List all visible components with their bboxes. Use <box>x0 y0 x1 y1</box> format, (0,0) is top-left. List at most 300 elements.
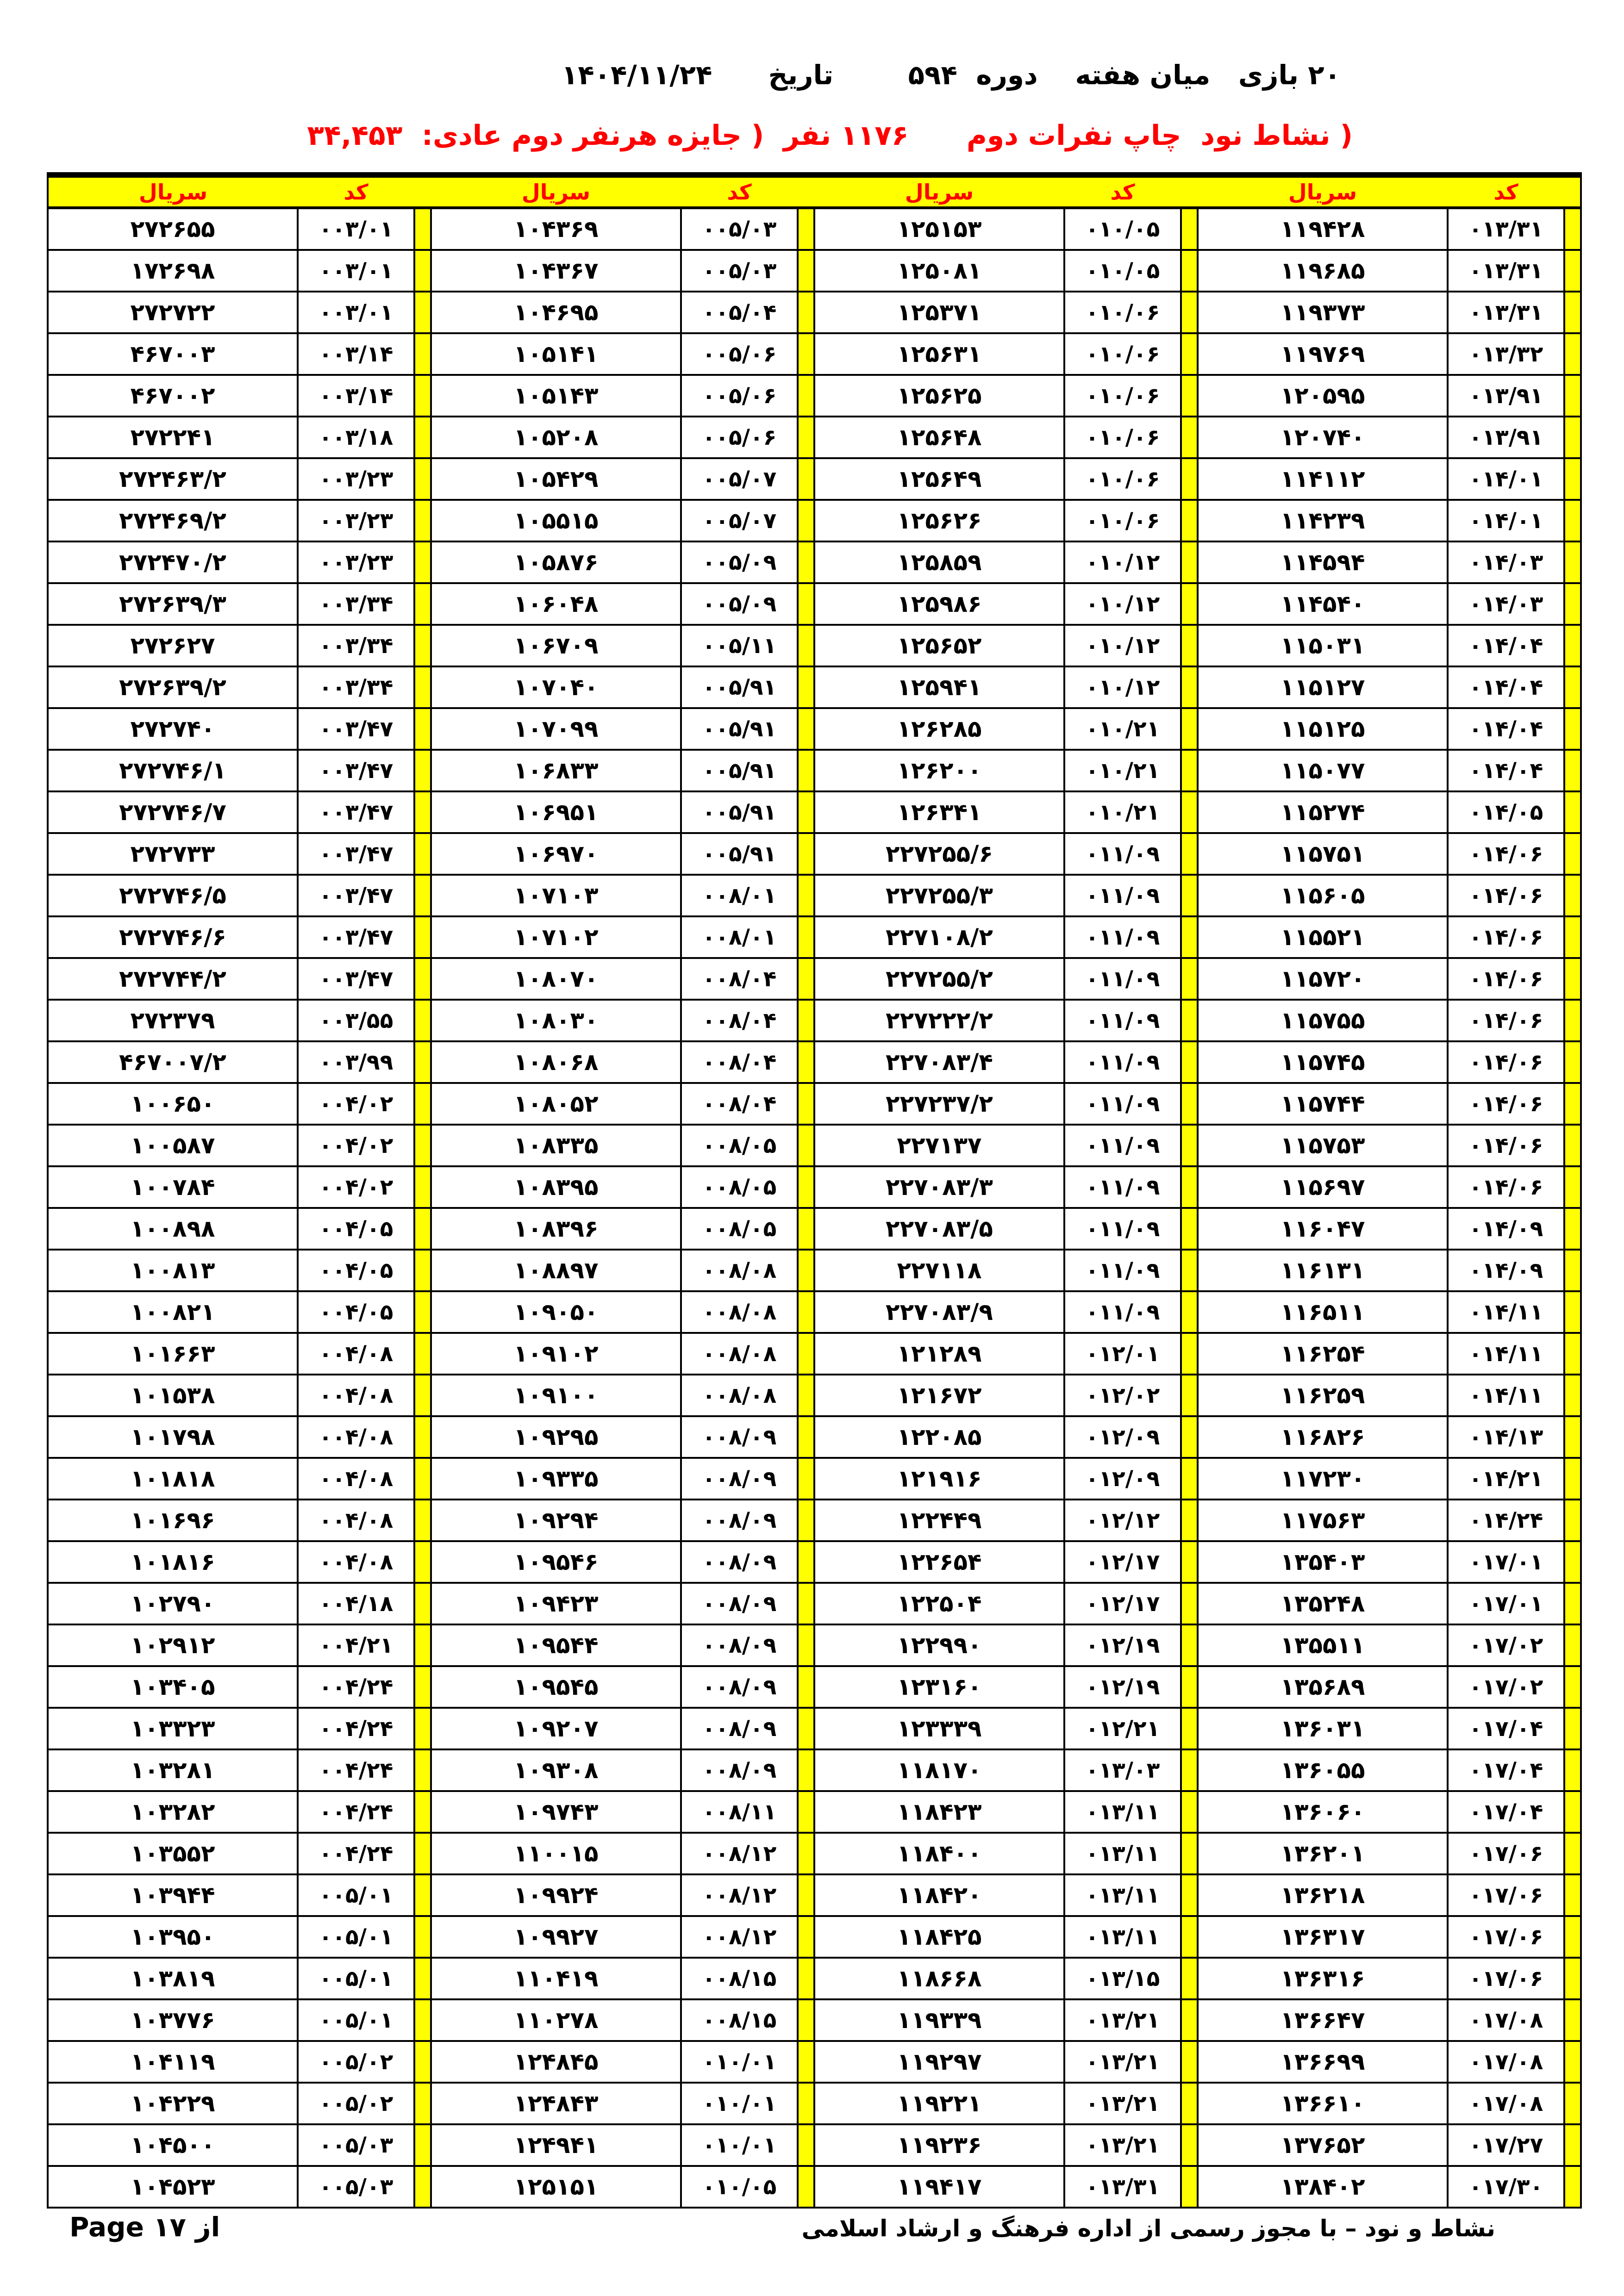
group-separator <box>414 292 431 333</box>
serial-cell: ۱۲۶۳۴۱ <box>814 791 1064 833</box>
group-separator <box>798 1541 814 1583</box>
group-separator <box>1181 1791 1198 1833</box>
serial-cell: ۱۱۵۰۳۱ <box>1198 625 1448 666</box>
code-cell: ۰۱۳/۲۱ <box>1064 2124 1181 2166</box>
group-separator <box>1181 1500 1198 1541</box>
serial-cell: ۱۰۹۳۳۵ <box>431 1458 681 1500</box>
code-cell: ۰۱۴/۰۴ <box>1448 666 1564 708</box>
group-separator <box>1181 958 1198 1000</box>
group-separator <box>798 1708 814 1749</box>
code-cell: ۰۰۸/۰۸ <box>681 1375 798 1416</box>
group-separator <box>1564 2083 1581 2124</box>
serial-cell: ۱۰۰۷۸۴ <box>48 1166 298 1208</box>
serial-cell: ۱۲۱۶۷۲ <box>814 1375 1064 1416</box>
group-separator <box>1564 1874 1581 1916</box>
header-separator <box>798 175 814 208</box>
serial-cell: ۲۷۲۷۲۲ <box>48 292 298 333</box>
group-separator <box>1564 1624 1581 1666</box>
code-cell: ۰۰۵/۹۱ <box>681 791 798 833</box>
group-separator <box>414 458 431 500</box>
group-separator <box>414 1833 431 1874</box>
serial-cell: ۱۲۲۵۰۴ <box>814 1583 1064 1624</box>
code-cell: ۰۰۴/۰۸ <box>298 1333 414 1375</box>
serial-cell: ۲۲۷۰۸۳/۹ <box>814 1291 1064 1333</box>
group-separator <box>798 1583 814 1624</box>
serial-cell: ۱۰۴۳۶۷ <box>431 250 681 292</box>
serial-cell: ۱۰۰۶۵۰ <box>48 1083 298 1125</box>
code-cell: ۰۰۸/۰۴ <box>681 1083 798 1125</box>
code-cell: ۰۰۸/۰۵ <box>681 1208 798 1250</box>
prize-subtitle: ( نشاط نود چاپ نفرات دوم ۱۱۷۶ نفر ( جایزه هرنفر دوم عادی: ۳۴,۴۵۳ <box>307 119 1353 152</box>
serial-cell: ۲۷۲۷۴۰ <box>48 708 298 750</box>
serial-cell: ۱۰۳۷۷۶ <box>48 1999 298 2041</box>
group-separator <box>798 1208 814 1250</box>
code-cell: ۰۰۴/۲۴ <box>298 1791 414 1833</box>
code-cell: ۰۰۳/۴۷ <box>298 708 414 750</box>
serial-cell: ۱۲۵۶۳۱ <box>814 333 1064 375</box>
serial-cell: ۱۰۸۰۵۲ <box>431 1083 681 1125</box>
group-separator <box>1564 208 1581 250</box>
serial-cell: ۱۳۶۲۱۸ <box>1198 1874 1448 1916</box>
group-separator <box>414 1291 431 1333</box>
group-separator <box>798 1833 814 1874</box>
serial-cell: ۱۱۹۶۸۵ <box>1198 250 1448 292</box>
code-cell: ۰۰۵/۰۹ <box>681 541 798 583</box>
code-cell: ۰۱۰/۰۶ <box>1064 375 1181 417</box>
group-separator <box>1181 1541 1198 1583</box>
code-cell: ۰۱۴/۰۶ <box>1448 875 1564 916</box>
serial-cell: ۲۷۲۷۴۶/۷ <box>48 791 298 833</box>
serial-cell: ۱۱۴۵۹۴ <box>1198 541 1448 583</box>
code-cell: ۰۱۳/۱۱ <box>1064 1833 1181 1874</box>
serial-cell: ۱۱۹۴۲۸ <box>1198 208 1448 250</box>
serial-cell: ۱۰۷۱۰۳ <box>431 875 681 916</box>
code-cell: ۰۰۵/۰۱ <box>298 1958 414 1999</box>
code-cell: ۰۰۵/۹۱ <box>681 666 798 708</box>
code-cell: ۰۰۴/۲۴ <box>298 1749 414 1791</box>
group-separator <box>414 2041 431 2083</box>
group-separator <box>414 541 431 583</box>
group-separator <box>1181 2083 1198 2124</box>
serial-cell: ۲۷۲۶۳۹/۳ <box>48 583 298 625</box>
serial-cell: ۱۳۶۲۰۱ <box>1198 1833 1448 1874</box>
page-number: Page ۱۷ از <box>69 2211 220 2243</box>
serial-column-header: سریال <box>431 175 681 208</box>
code-cell: ۰۱۳/۱۱ <box>1064 1791 1181 1833</box>
code-cell: ۰۱۲/۲۱ <box>1064 1708 1181 1749</box>
code-cell: ۰۱۰/۲۱ <box>1064 750 1181 791</box>
group-separator <box>1564 1041 1581 1083</box>
group-separator <box>1181 1416 1198 1458</box>
group-separator <box>1564 1500 1581 1541</box>
code-cell: ۰۰۳/۴۷ <box>298 916 414 958</box>
group-separator <box>1564 250 1581 292</box>
code-cell: ۰۰۸/۰۱ <box>681 916 798 958</box>
serial-cell: ۱۲۶۲۸۵ <box>814 708 1064 750</box>
table-row <box>48 1166 1581 1208</box>
serial-cell: ۲۷۲۶۳۹/۲ <box>48 666 298 708</box>
code-cell: ۰۱۲/۰۹ <box>1064 1416 1181 1458</box>
code-cell: ۰۰۸/۰۹ <box>681 1458 798 1500</box>
group-separator <box>798 2041 814 2083</box>
group-separator <box>1564 1250 1581 1291</box>
code-cell: ۰۰۴/۰۲ <box>298 1083 414 1125</box>
serial-cell: ۱۰۱۷۹۸ <box>48 1416 298 1458</box>
code-cell: ۰۱۳/۲۱ <box>1064 1999 1181 2041</box>
serial-cell: ۱۰۹۲۹۵ <box>431 1416 681 1458</box>
code-cell: ۰۰۵/۰۳ <box>681 250 798 292</box>
code-cell: ۰۱۱/۰۹ <box>1064 1250 1181 1291</box>
code-cell: ۰۰۵/۰۳ <box>298 2166 414 2208</box>
code-cell: ۰۰۴/۱۸ <box>298 1583 414 1624</box>
group-separator <box>414 625 431 666</box>
results-table <box>47 172 1582 2209</box>
serial-cell: ۱۱۷۵۶۳ <box>1198 1500 1448 1541</box>
serial-cell: ۱۱۴۲۳۹ <box>1198 500 1448 541</box>
code-cell: ۰۱۷/۰۴ <box>1448 1708 1564 1749</box>
group-separator <box>414 1375 431 1416</box>
group-separator <box>414 375 431 417</box>
serial-cell: ۱۱۷۲۳۰ <box>1198 1458 1448 1500</box>
serial-cell: ۱۰۴۵۰۰ <box>48 2124 298 2166</box>
serial-cell: ۴۶۷۰۰۷/۲ <box>48 1041 298 1083</box>
group-separator <box>1181 1083 1198 1125</box>
serial-cell: ۱۱۵۶۹۷ <box>1198 1166 1448 1208</box>
code-cell: ۰۱۰/۱۲ <box>1064 541 1181 583</box>
code-cell: ۰۱۳/۲۱ <box>1064 2083 1181 2124</box>
group-separator <box>798 541 814 583</box>
serial-cell: ۱۱۵۵۲۱ <box>1198 916 1448 958</box>
group-separator <box>1181 1291 1198 1333</box>
code-cell: ۰۰۸/۰۹ <box>681 1583 798 1624</box>
group-separator <box>1564 791 1581 833</box>
group-separator <box>798 791 814 833</box>
code-cell: ۰۱۰/۰۶ <box>1064 417 1181 458</box>
serial-cell: ۲۷۲۷۴۶/۶ <box>48 916 298 958</box>
code-cell: ۰۰۸/۰۵ <box>681 1166 798 1208</box>
group-separator <box>798 625 814 666</box>
group-separator <box>1181 500 1198 541</box>
group-separator <box>1564 1000 1581 1041</box>
code-cell: ۰۰۵/۹۱ <box>681 708 798 750</box>
serial-cell: ۱۱۹۲۹۷ <box>814 2041 1064 2083</box>
serial-cell: ۱۱۴۵۴۰ <box>1198 583 1448 625</box>
code-cell: ۰۰۵/۰۷ <box>681 500 798 541</box>
code-cell: ۰۱۴/۰۶ <box>1448 958 1564 1000</box>
group-separator <box>798 1958 814 1999</box>
group-separator <box>798 1666 814 1708</box>
code-cell: ۰۱۱/۰۹ <box>1064 1208 1181 1250</box>
table-row <box>48 333 1581 375</box>
table-row <box>48 625 1581 666</box>
serial-cell: ۱۲۵۶۲۶ <box>814 500 1064 541</box>
table-row <box>48 292 1581 333</box>
table-row <box>48 1000 1581 1041</box>
serial-cell: ۱۲۳۳۳۹ <box>814 1708 1064 1749</box>
group-separator <box>1564 541 1581 583</box>
serial-cell: ۲۲۷۱۱۸ <box>814 1250 1064 1291</box>
table-row <box>48 1125 1581 1166</box>
group-separator <box>414 1416 431 1458</box>
serial-cell: ۱۰۸۳۹۶ <box>431 1208 681 1250</box>
code-cell: ۰۱۳/۹۱ <box>1448 417 1564 458</box>
serial-cell: ۱۰۹۱۰۲ <box>431 1333 681 1375</box>
group-separator <box>1564 1916 1581 1958</box>
table-row <box>48 666 1581 708</box>
serial-cell: ۱۲۵۶۴۸ <box>814 417 1064 458</box>
code-cell: ۰۰۳/۴۷ <box>298 875 414 916</box>
serial-cell: ۱۰۱۵۳۸ <box>48 1375 298 1416</box>
group-separator <box>414 875 431 916</box>
group-separator <box>1564 583 1581 625</box>
group-separator <box>798 666 814 708</box>
code-cell: ۰۰۳/۰۱ <box>298 208 414 250</box>
code-cell: ۰۱۷/۰۶ <box>1448 1874 1564 1916</box>
serial-cell: ۱۱۸۴۲۵ <box>814 1916 1064 1958</box>
code-cell: ۰۰۸/۰۸ <box>681 1333 798 1375</box>
group-separator <box>414 1083 431 1125</box>
code-cell: ۰۰۸/۰۵ <box>681 1125 798 1166</box>
group-separator <box>414 1916 431 1958</box>
serial-cell: ۱۲۴۸۴۵ <box>431 2041 681 2083</box>
serial-cell: ۱۰۹۲۰۷ <box>431 1708 681 1749</box>
serial-cell: ۱۲۵۹۴۱ <box>814 666 1064 708</box>
code-cell: ۰۰۵/۰۱ <box>298 1874 414 1916</box>
serial-cell: ۱۱۸۴۲۰ <box>814 1874 1064 1916</box>
serial-cell: ۱۳۵۶۸۹ <box>1198 1666 1448 1708</box>
serial-cell: ۱۰۷۱۰۲ <box>431 916 681 958</box>
code-cell: ۰۱۴/۰۳ <box>1448 541 1564 583</box>
serial-cell: ۲۲۷۰۸۳/۵ <box>814 1208 1064 1250</box>
group-separator <box>414 250 431 292</box>
group-separator <box>414 1624 431 1666</box>
group-separator <box>1564 1666 1581 1708</box>
code-cell: ۰۰۸/۰۴ <box>681 958 798 1000</box>
code-cell: ۰۱۷/۰۶ <box>1448 1958 1564 1999</box>
table-row <box>48 375 1581 417</box>
group-separator <box>414 916 431 958</box>
code-cell: ۰۱۴/۰۱ <box>1448 500 1564 541</box>
code-cell: ۰۰۴/۰۵ <box>298 1250 414 1291</box>
code-cell: ۰۱۷/۰۲ <box>1448 1624 1564 1666</box>
group-separator <box>1181 1666 1198 1708</box>
group-separator <box>414 791 431 833</box>
code-cell: ۰۱۰/۰۱ <box>681 2083 798 2124</box>
group-separator <box>1564 333 1581 375</box>
code-cell: ۰۱۱/۰۹ <box>1064 833 1181 875</box>
group-separator <box>414 1749 431 1791</box>
serial-cell: ۱۰۶۹۵۱ <box>431 791 681 833</box>
group-separator <box>1181 417 1198 458</box>
group-separator <box>1181 1458 1198 1500</box>
serial-cell: ۱۱۵۱۲۵ <box>1198 708 1448 750</box>
code-cell: ۰۰۳/۳۴ <box>298 583 414 625</box>
group-separator <box>414 1958 431 1999</box>
group-separator <box>798 250 814 292</box>
code-cell: ۰۱۷/۰۸ <box>1448 1999 1564 2041</box>
group-separator <box>1564 666 1581 708</box>
code-cell: ۰۰۸/۰۱ <box>681 875 798 916</box>
group-separator <box>1181 1125 1198 1166</box>
serial-cell: ۱۰۸۰۷۰ <box>431 958 681 1000</box>
group-separator <box>1564 1833 1581 1874</box>
serial-cell: ۱۰۳۵۵۲ <box>48 1833 298 1874</box>
serial-cell: ۱۳۸۴۰۲ <box>1198 2166 1448 2208</box>
serial-cell: ۱۱۵۷۴۴ <box>1198 1083 1448 1125</box>
group-separator <box>798 2166 814 2208</box>
group-separator <box>1564 2124 1581 2166</box>
group-separator <box>798 1250 814 1291</box>
group-separator <box>1181 2166 1198 2208</box>
group-separator <box>798 1291 814 1333</box>
code-cell: ۰۰۴/۲۴ <box>298 1833 414 1874</box>
group-separator <box>1181 250 1198 292</box>
code-cell: ۰۱۴/۰۶ <box>1448 833 1564 875</box>
group-separator <box>1564 1958 1581 1999</box>
serial-cell: ۱۰۸۳۳۵ <box>431 1125 681 1166</box>
code-cell: ۰۱۷/۰۴ <box>1448 1749 1564 1791</box>
code-column-header: کد <box>681 175 798 208</box>
serial-cell: ۱۱۵۰۷۷ <box>1198 750 1448 791</box>
table-row <box>48 1541 1581 1583</box>
code-cell: ۰۰۴/۰۵ <box>298 1208 414 1250</box>
group-separator <box>414 1500 431 1541</box>
group-separator <box>1564 1583 1581 1624</box>
group-separator <box>414 1791 431 1833</box>
group-separator <box>1181 1166 1198 1208</box>
serial-cell: ۱۰۳۲۸۱ <box>48 1749 298 1791</box>
code-cell: ۰۰۳/۳۴ <box>298 625 414 666</box>
group-separator <box>798 1125 814 1166</box>
serial-cell: ۱۲۴۸۴۳ <box>431 2083 681 2124</box>
serial-cell: ۱۱۵۲۷۴ <box>1198 791 1448 833</box>
serial-cell: ۱۰۲۹۱۲ <box>48 1624 298 1666</box>
table-row <box>48 916 1581 958</box>
table-row <box>48 2041 1581 2083</box>
serial-cell: ۴۶۷۰۰۳ <box>48 333 298 375</box>
serial-cell: ۱۰۳۲۸۲ <box>48 1791 298 1833</box>
code-cell: ۰۱۱/۰۹ <box>1064 875 1181 916</box>
table-row <box>48 1458 1581 1500</box>
group-separator <box>798 1749 814 1791</box>
code-cell: ۰۰۳/۵۵ <box>298 1000 414 1041</box>
code-cell: ۰۰۸/۰۹ <box>681 1749 798 1791</box>
serial-cell: ۱۳۶۶۴۷ <box>1198 1999 1448 2041</box>
group-separator <box>414 2083 431 2124</box>
serial-cell: ۱۲۳۱۶۰ <box>814 1666 1064 1708</box>
group-separator <box>414 1583 431 1624</box>
serial-cell: ۱۰۹۲۹۴ <box>431 1500 681 1541</box>
serial-cell: ۱۰۹۵۴۵ <box>431 1666 681 1708</box>
code-cell: ۰۱۰/۰۶ <box>1064 500 1181 541</box>
code-cell: ۰۱۰/۱۲ <box>1064 666 1181 708</box>
serial-cell: ۲۲۷۰۸۳/۳ <box>814 1166 1064 1208</box>
group-separator <box>798 375 814 417</box>
serial-cell: ۱۱۹۴۱۷ <box>814 2166 1064 2208</box>
code-cell: ۰۰۸/۰۹ <box>681 1708 798 1749</box>
code-cell: ۰۱۴/۰۴ <box>1448 708 1564 750</box>
group-separator <box>414 1708 431 1749</box>
code-cell: ۰۱۰/۰۶ <box>1064 333 1181 375</box>
group-separator <box>1181 916 1198 958</box>
serial-cell: ۲۲۷۰۸۳/۴ <box>814 1041 1064 1083</box>
serial-cell: ۱۰۶۸۳۳ <box>431 750 681 791</box>
group-separator <box>798 1041 814 1083</box>
code-cell: ۰۰۴/۲۴ <box>298 1666 414 1708</box>
header-separator <box>414 175 431 208</box>
group-separator <box>414 1541 431 1583</box>
code-cell: ۰۱۴/۰۹ <box>1448 1250 1564 1291</box>
group-separator <box>1181 1041 1198 1083</box>
serial-cell: ۱۳۶۰۵۵ <box>1198 1749 1448 1791</box>
table-row <box>48 208 1581 250</box>
code-cell: ۰۰۳/۴۷ <box>298 791 414 833</box>
group-separator <box>798 875 814 916</box>
code-cell: ۰۱۴/۰۴ <box>1448 625 1564 666</box>
group-separator <box>1564 1125 1581 1166</box>
code-cell: ۰۱۱/۰۹ <box>1064 1000 1181 1041</box>
group-separator <box>1181 2041 1198 2083</box>
serial-cell: ۱۱۵۶۰۵ <box>1198 875 1448 916</box>
group-separator <box>798 2083 814 2124</box>
code-cell: ۰۱۰/۱۲ <box>1064 625 1181 666</box>
group-separator <box>1564 2166 1581 2208</box>
code-cell: ۰۱۴/۲۱ <box>1448 1458 1564 1500</box>
group-separator <box>798 208 814 250</box>
code-cell: ۰۰۴/۰۸ <box>298 1500 414 1541</box>
table-row <box>48 1833 1581 1874</box>
serial-cell: ۲۷۲۴۶۳/۲ <box>48 458 298 500</box>
code-cell: ۰۰۴/۰۲ <box>298 1125 414 1166</box>
group-separator <box>414 1208 431 1250</box>
table-row <box>48 1208 1581 1250</box>
serial-cell: ۱۰۸۸۹۷ <box>431 1250 681 1291</box>
serial-column-header: سریال <box>814 175 1064 208</box>
group-separator <box>414 583 431 625</box>
code-cell: ۰۰۵/۰۶ <box>681 333 798 375</box>
code-cell: ۰۰۸/۰۹ <box>681 1416 798 1458</box>
serial-cell: ۱۰۳۹۴۴ <box>48 1874 298 1916</box>
group-separator <box>414 417 431 458</box>
code-cell: ۰۱۲/۰۹ <box>1064 1458 1181 1500</box>
code-cell: ۰۰۵/۰۶ <box>681 417 798 458</box>
serial-cell: ۲۷۲۳۷۹ <box>48 1000 298 1041</box>
serial-cell: ۱۱۶۱۳۱ <box>1198 1250 1448 1291</box>
serial-cell: ۱۱۹۳۷۳ <box>1198 292 1448 333</box>
code-cell: ۰۱۴/۰۳ <box>1448 583 1564 625</box>
group-separator <box>1564 1416 1581 1458</box>
code-cell: ۰۱۳/۳۱ <box>1448 292 1564 333</box>
table-row <box>48 875 1581 916</box>
code-cell: ۰۰۳/۴۷ <box>298 750 414 791</box>
group-separator <box>798 1416 814 1458</box>
serial-cell: ۱۲۵۱۵۱ <box>431 2166 681 2208</box>
group-separator <box>1181 1583 1198 1624</box>
code-cell: ۰۰۸/۱۱ <box>681 1791 798 1833</box>
group-separator <box>798 1624 814 1666</box>
serial-cell: ۲۷۲۴۶۹/۲ <box>48 500 298 541</box>
group-separator <box>1564 916 1581 958</box>
group-separator <box>414 833 431 875</box>
serial-cell: ۱۰۴۲۲۹ <box>48 2083 298 2124</box>
serial-cell: ۱۰۱۶۹۶ <box>48 1500 298 1541</box>
group-separator <box>798 1500 814 1541</box>
code-cell: ۰۰۸/۰۴ <box>681 1041 798 1083</box>
serial-cell: ۱۲۲۶۵۴ <box>814 1541 1064 1583</box>
group-separator <box>1564 1333 1581 1375</box>
serial-cell: ۴۶۷۰۰۲ <box>48 375 298 417</box>
code-cell: ۰۰۵/۰۱ <box>298 1916 414 1958</box>
